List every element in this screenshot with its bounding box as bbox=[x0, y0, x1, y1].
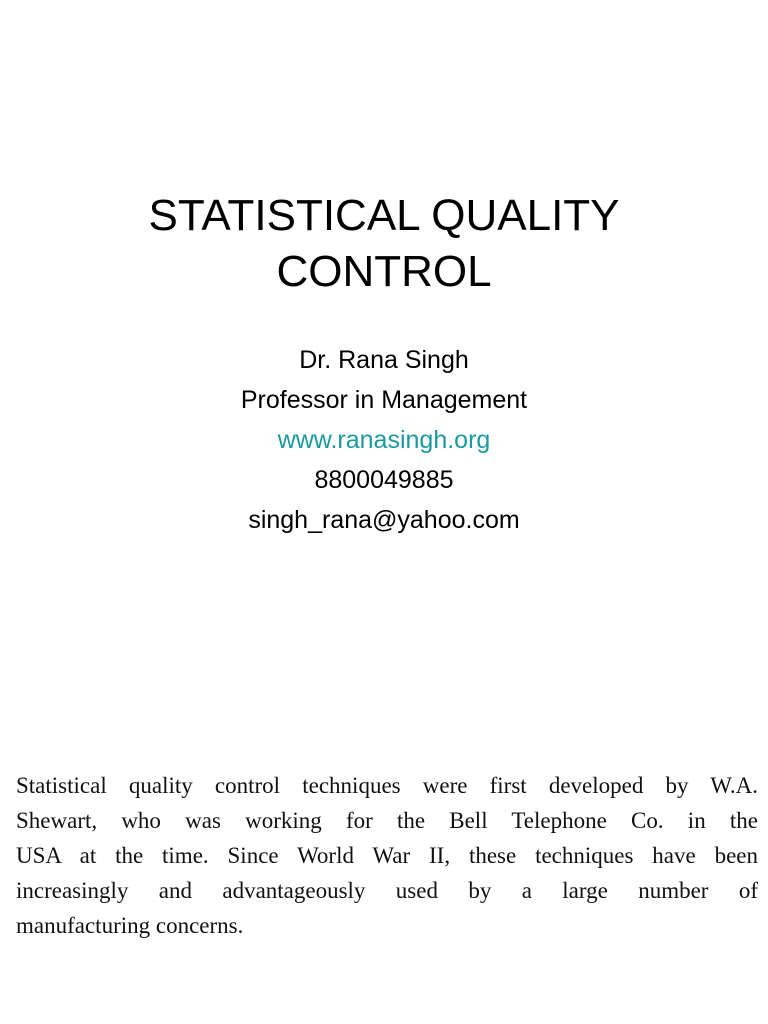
author-website-link[interactable]: www.ranasingh.org bbox=[277, 426, 491, 454]
paragraph-line-2: Shewart, who was working for the Bell Telephone Co. in the bbox=[16, 808, 758, 833]
author-designation: Professor in Management bbox=[240, 386, 528, 414]
paragraph-line-4: increasingly and advantageously used by a large number of bbox=[16, 878, 758, 903]
author-name: Dr. Rana Singh bbox=[299, 346, 469, 374]
author-email: singh_rana@yahoo.com bbox=[248, 506, 520, 534]
title-line-1: STATISTICAL QUALITY bbox=[148, 191, 620, 240]
title-line-2: CONTROL bbox=[276, 247, 492, 296]
paragraph-line-3: USA at the time. Since World War II, these techniques have been bbox=[16, 843, 758, 868]
slide-title bbox=[0, 188, 768, 300]
paragraph-line-5: manufacturing concerns. bbox=[16, 913, 244, 938]
author-info bbox=[0, 340, 768, 540]
author-phone: 8800049885 bbox=[314, 466, 454, 494]
scanned-paragraph bbox=[16, 768, 758, 943]
paragraph-line-1: Statistical quality control techniques were first developed by W.A. bbox=[16, 773, 758, 798]
